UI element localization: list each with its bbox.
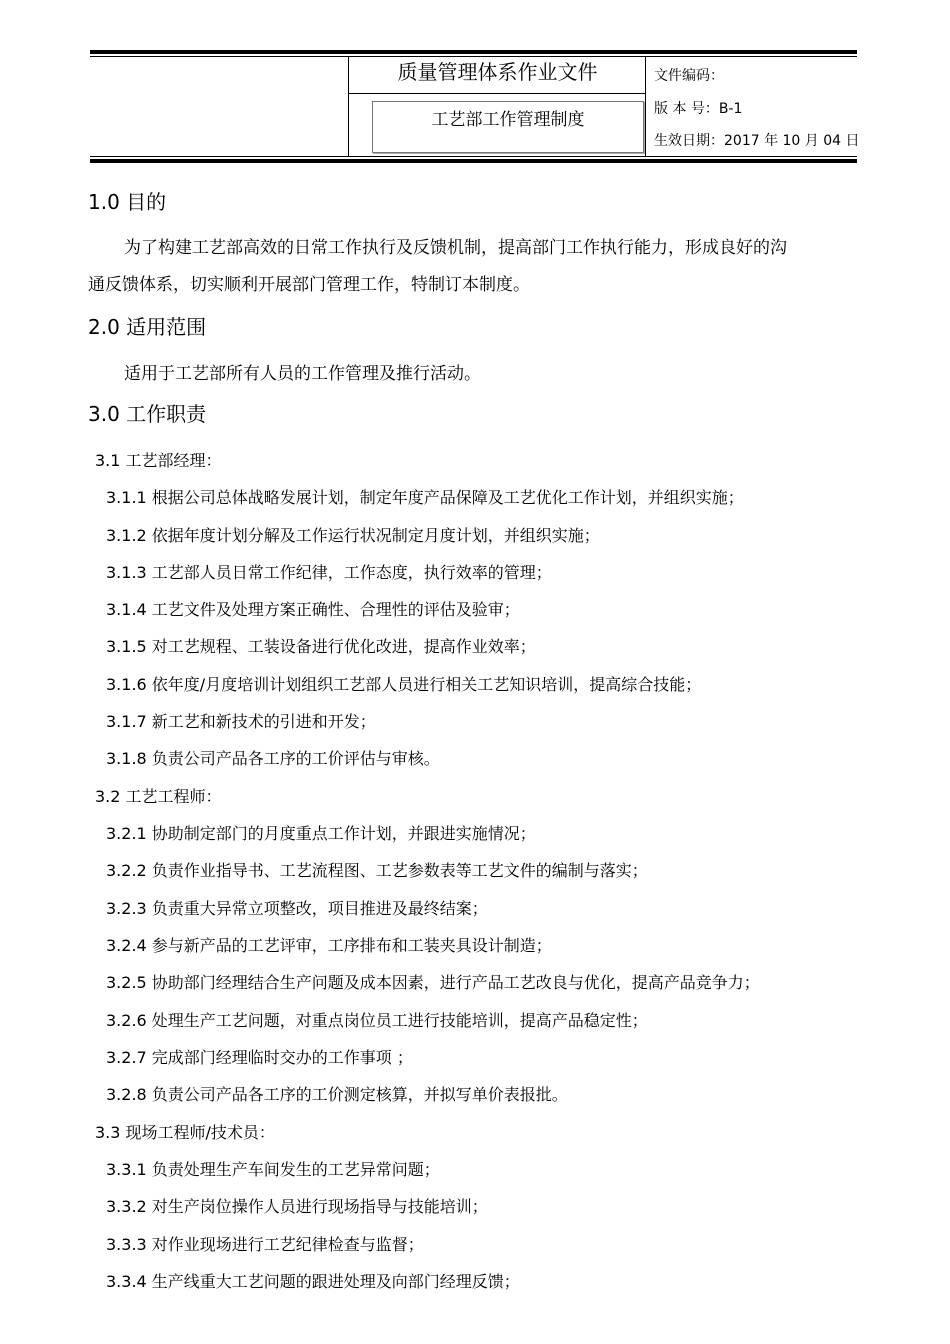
role-title-manager: 3.1 工艺部经理： (95, 451, 222, 470)
duty-item: 3.2.4 参与新产品的工艺评审，工序排布和工装夹具设计制造； (106, 936, 552, 955)
duty-item: 3.1.4 工艺文件及处理方案正确性、合理性的评估及验审； (106, 600, 520, 619)
duty-item: 3.1.2 依据年度计划分解及工作运行状况制定月度计划，并组织实施； (106, 526, 600, 545)
header-title-divider (348, 93, 645, 94)
header-divider-left (348, 56, 349, 157)
purpose-paragraph-line-2: 通反馈体系，切实顺利开展部门管理工作，特制订本制度。 (88, 275, 530, 295)
duty-item: 3.3.1 负责处理生产车间发生的工艺异常问题； (106, 1160, 440, 1179)
header-top-rule-thin (90, 56, 857, 57)
version-label: 版 本 号：B-1 (654, 101, 743, 117)
effective-date-label: 生效日期：2017 年 10 月 04 日 (654, 133, 860, 149)
section-heading-purpose: 1.0 目的 (88, 190, 167, 214)
header-bottom-rule (90, 159, 857, 163)
duty-item: 3.3.2 对生产岗位操作人员进行现场指导与技能培训； (106, 1197, 488, 1216)
section-heading-duties: 3.0 工作职责 (88, 402, 207, 426)
duty-item: 3.1.8 负责公司产品各工序的工价评估与审核。 (106, 749, 440, 768)
duty-item: 3.2.3 负责重大异常立项整改，项目推进及最终结案； (106, 899, 488, 918)
duty-item: 3.2.7 完成部门经理临时交办的工作事项 ； (106, 1048, 413, 1067)
duty-item: 3.2.2 负责作业指导书、工艺流程图、工艺参数表等工艺文件的编制与落实； (106, 861, 648, 880)
duty-item: 3.1.5 对工艺规程、工装设备进行优化改进，提高作业效率； (106, 637, 536, 656)
duty-item: 3.1.6 依年度/月度培训计划组织工艺部人员进行相关工艺知识培训，提高综合技能； (106, 675, 702, 694)
duty-item: 3.1.7 新工艺和新技术的引进和开发； (106, 712, 376, 731)
header-divider-right (645, 56, 646, 157)
duty-item: 3.3.3 对作业现场进行工艺纪律检查与监督； (106, 1235, 424, 1254)
header-top-rule (90, 50, 857, 54)
duty-item: 3.3.4 生产线重大工艺问题的跟进处理及向部门经理反馈； (106, 1272, 520, 1291)
purpose-paragraph-line-1: 为了构建工艺部高效的日常工作执行及反馈机制，提高部门工作执行能力，形成良好的沟 (124, 238, 787, 258)
section-heading-scope: 2.0 适用范围 (88, 315, 207, 339)
doc-code-label: 文件编码： (654, 68, 724, 84)
duty-item: 3.2.6 处理生产工艺问题，对重点岗位员工进行技能培训，提高产品稳定性； (106, 1011, 648, 1030)
role-title-field-engineer: 3.3 现场工程师/技术员： (95, 1123, 275, 1142)
duty-item: 3.2.8 负责公司产品各工序的工价测定核算，并拟写单价表报批。 (106, 1085, 568, 1104)
duty-item: 3.2.1 协助制定部门的月度重点工作计划，并跟进实施情况； (106, 824, 536, 843)
duty-item: 3.1.1 根据公司总体战略发展计划，制定年度产品保障及工艺优化工作计划，并组织实施； (106, 488, 744, 507)
duty-item: 3.1.3 工艺部人员日常工作纪律，工作态度，执行效率的管理； (106, 563, 552, 582)
document-title: 质量管理体系作业文件 (397, 60, 598, 84)
header-bottom-rule-thin (90, 156, 857, 157)
document-subtitle: 工艺部工作管理制度 (431, 110, 585, 130)
role-title-process-engineer: 3.2 工艺工程师： (95, 787, 222, 806)
duty-item: 3.2.5 协助部门经理结合生产问题及成本因素，进行产品工艺改良与优化，提高产品竞争力； (106, 973, 760, 992)
scope-paragraph: 适用于工艺部所有人员的工作管理及推行活动。 (124, 364, 481, 384)
